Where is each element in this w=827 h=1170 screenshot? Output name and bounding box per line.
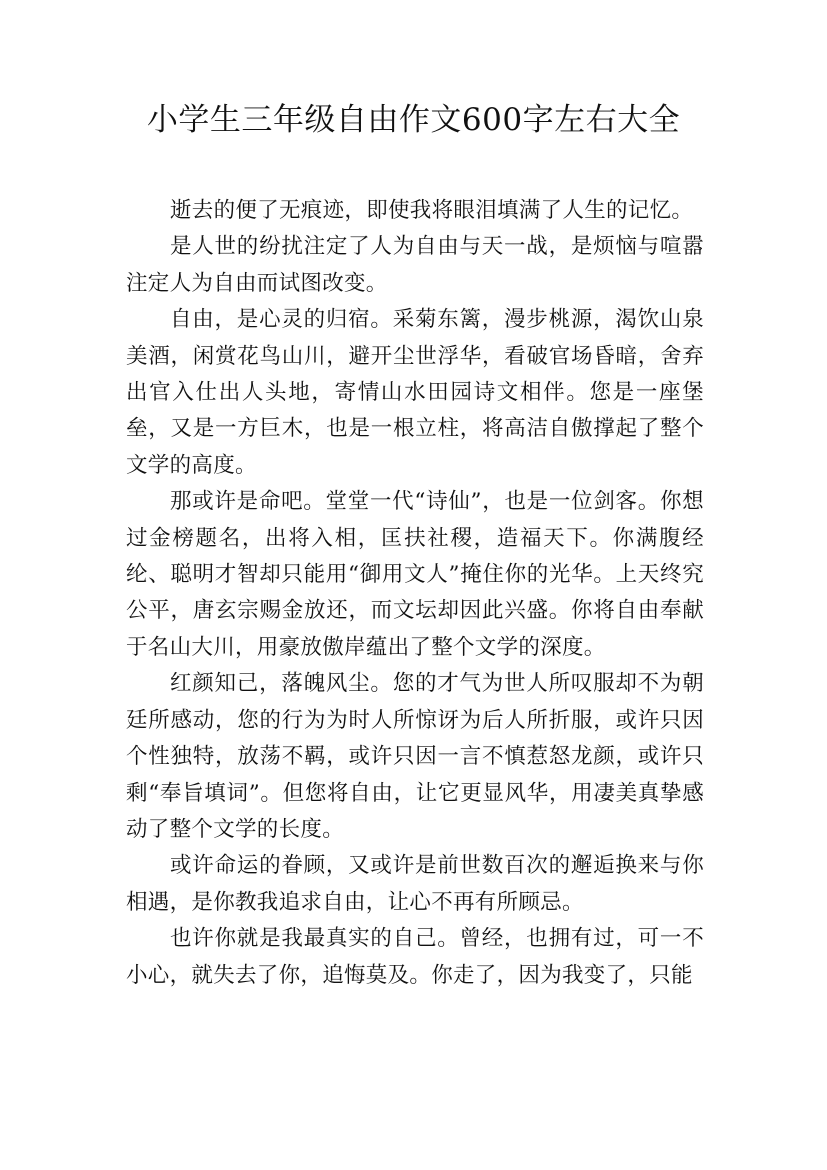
paragraph: 或许命运的眷顾，又或许是前世数百次的邂逅换来与你相遇，是你教我追求自由，让心不再有所顾忌。 [126, 853, 704, 915]
paragraph: 红颜知己，落魄风尘。您的才气为世人所叹服却不为朝廷所感动，您的行为为时人所惊讶为后人所折服，或许只因个性独特，放荡不羁，或许只因一言不慎惹怒龙颜，或许只剩“奉旨填词”。但您将自由，让它更显风华，用凄美真挚感动了整个文学的长度。 [126, 671, 704, 842]
paragraph: 逝去的便了无痕迹，即使我将眼泪填满了人生的记忆。 [170, 198, 694, 223]
paragraph: 那或许是命吧。堂堂一代“诗仙”，也是一位剑客。你想过金榜题名，出将入相，匡扶社稷，造福天下。你满腹经纶、聪明才智却只能用“御用文人”掩住你的光华。上天终究公平，唐玄宗赐金放还，而文坛却因此兴盛。你将自由奉献于名山大川，用豪放傲岸蕴出了整个文学的深度。 [126, 489, 704, 660]
paragraph: 自由，是心灵的归宿。采菊东篱，漫步桃源，渴饮山泉美酒，闲赏花鸟山川，避开尘世浮华，看破官场昏暗，舍弃出官入仕出人头地，寄情山水田园诗文相伴。您是一座堡垒，又是一方巨木，也是一根立柱，将高洁自傲撑起了整个文学的高度。 [126, 307, 704, 478]
paragraph: 是人世的纷扰注定了人为自由与天一战，是烦恼与喧嚣注定人为自由而试图改变。 [126, 234, 704, 296]
document-title: 小学生三年级自由作文600字左右大全 [146, 102, 681, 138]
paragraph: 也许你就是我最真实的自己。曾经，也拥有过，可一不小心，就失去了你，追悔莫及。你走了，因为我变了，只能 [126, 926, 704, 988]
document-body [126, 193, 704, 994]
